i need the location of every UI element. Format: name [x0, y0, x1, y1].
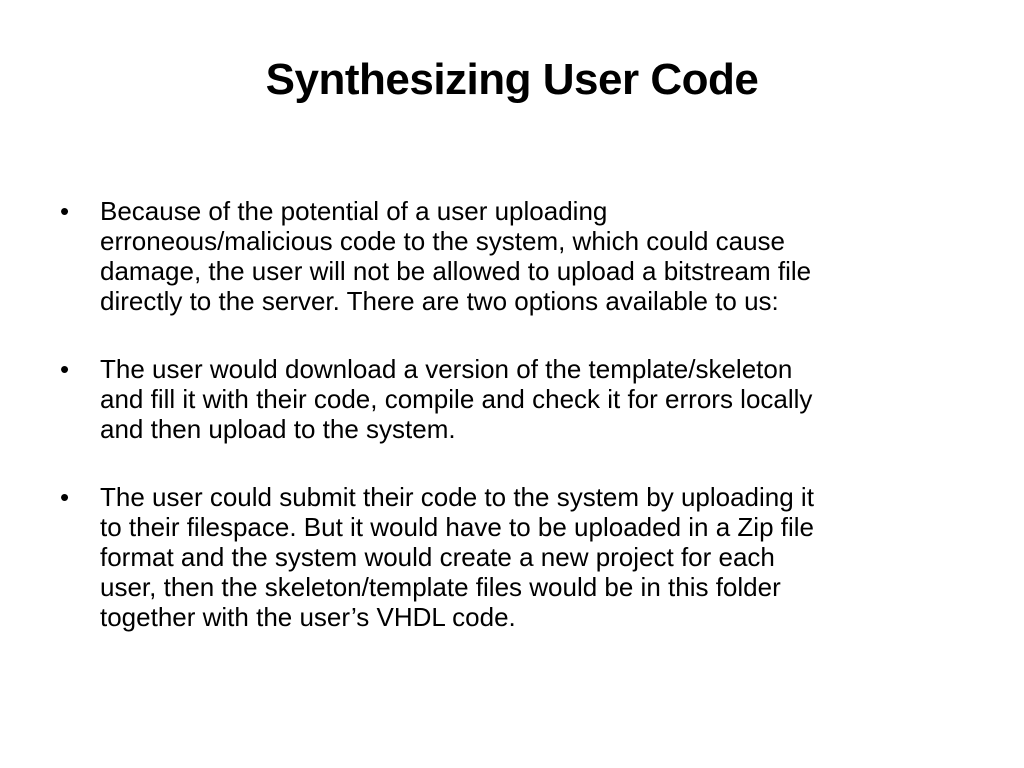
bullet-marker: •: [60, 482, 70, 512]
text-line: erroneous/malicious code to the system, which could cause: [100, 226, 786, 256]
bullet-list: [0, 196, 1024, 670]
text-line: format and the system would create a new project for each: [100, 542, 775, 572]
text-line: user, then the skeleton/template files would be in this folder: [100, 572, 781, 602]
text-line: directly to the server. There are two options available to us:: [100, 286, 779, 316]
bullet-item: [0, 482, 1024, 632]
text-line: The user could submit their code to the system by uploading it: [100, 482, 814, 512]
bullet-text: [100, 482, 970, 632]
text-line: The user would download a version of the template/skeleton: [100, 354, 793, 384]
text-line: and then upload to the system.: [100, 414, 456, 444]
bullet-item: [0, 354, 1024, 444]
bullet-item: [0, 196, 1024, 316]
bullet-marker: •: [60, 354, 70, 384]
bullet-marker: •: [60, 196, 70, 226]
text-line: damage, the user will not be allowed to upload a bitstream file: [100, 256, 812, 286]
text-line: to their filespace. But it would have to be uploaded in a Zip file: [100, 512, 814, 542]
bullet-text: [100, 196, 970, 316]
slide-title: Synthesizing User Code: [265, 55, 759, 104]
text-line: Because of the potential of a user uploading: [100, 196, 608, 226]
text-line: together with the user’s VHDL code.: [100, 602, 516, 632]
text-line: and fill it with their code, compile and check it for errors locally: [100, 384, 813, 414]
bullet-text: [100, 354, 970, 444]
